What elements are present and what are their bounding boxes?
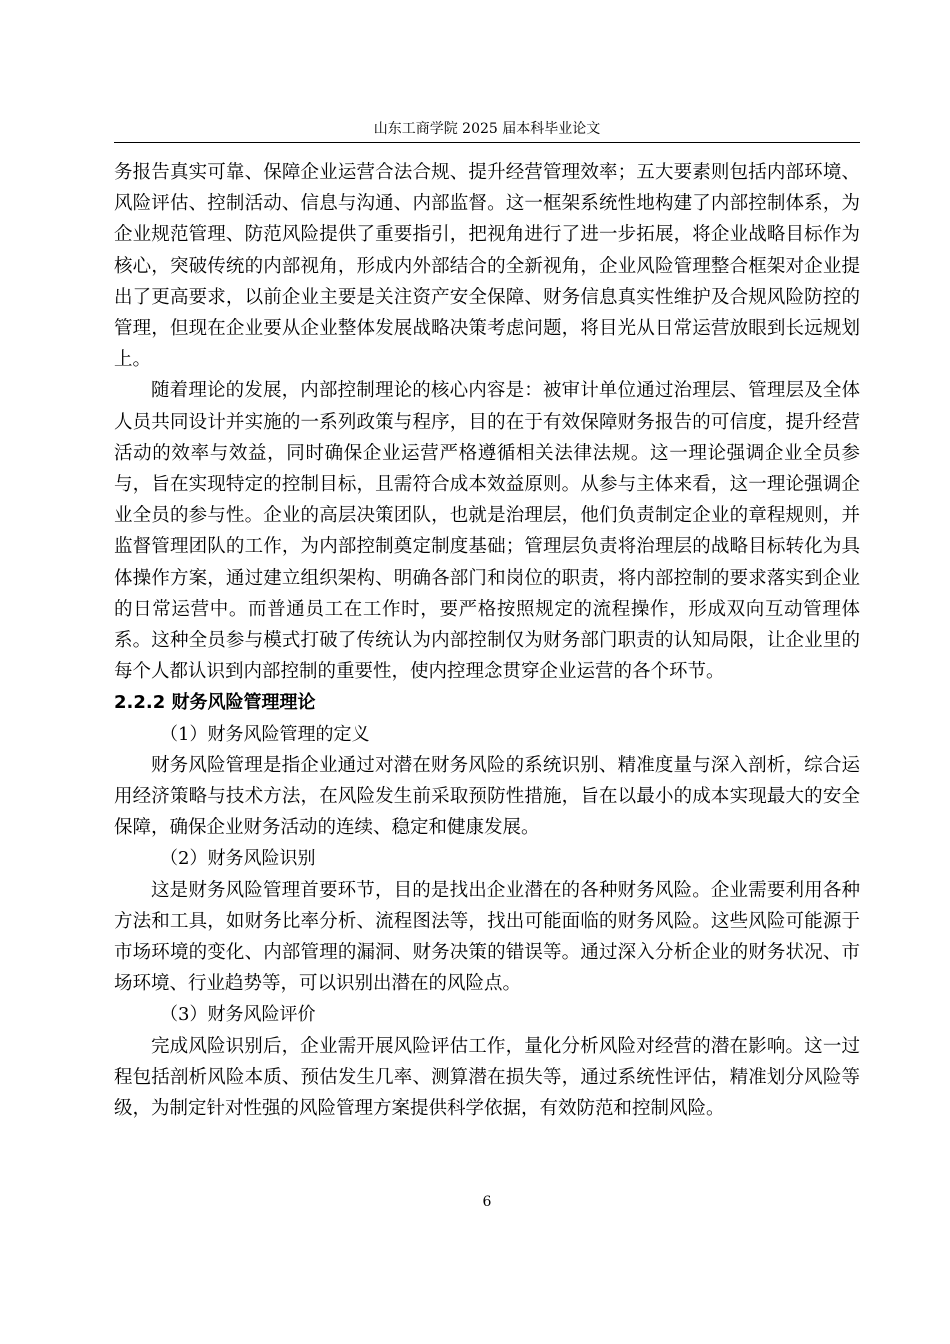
page-header-title: 山东工商学院 2025 届本科毕业论文	[373, 121, 601, 137]
paragraph-internal-control-framework: 务报告真实可靠、保障企业运营合法合规、提升经营管理效率；五大要素则包括内部环境、风险评估、控制活动、信息与沟通、内部监督。这一框架系统性地构建了内部控制体系，为企业规范管理、防范风险提供了重要指引，把视角进行了进一步拓展，将企业战略目标作为核心，突破传统的内部视角，形成内外部结合的全新视角，企业风险管理整合框架对企业提出了更高要求，以前企业主要是关注资产安全保障、财务信息真实性维护及合规风险防控的管理，但现在企业要从企业整体发展战略决策考虑问题，将目光从日常运营放眼到长远规划上。	[114, 162, 860, 371]
subheading-risk-evaluation: （3）财务风险评价	[160, 1004, 316, 1026]
paragraph-definition: 财务风险管理是指企业通过对潜在财务风险的系统识别、精准度量与深入剖析，综合运用经济策略与技术方法，在风险发生前采取预防性措施，旨在以最小的成本实现最大的安全保障，确保企业财务活动的连续、稳定和健康发展。	[114, 754, 860, 839]
header-divider	[114, 142, 860, 143]
subheading-risk-identification: （2）财务风险识别	[160, 848, 316, 870]
section-heading-financial-risk-management: 2.2.2 财务风险管理理论	[114, 692, 316, 714]
page-number: 6	[482, 1194, 492, 1210]
paragraph-internal-control-theory: 随着理论的发展，内部控制理论的核心内容是：被审计单位通过治理层、管理层及全体人员共同设计并实施的一系列政策与程序，目的在于有效保障财务报告的可信度，提升经营活动的效率与效益，同时确保企业运营严格遵循相关法律法规。这一理论强调企业全员参与，旨在实现特定的控制目标，且需符合成本效益原则。从参与主体来看，这一理论强调企业全员的参与性。企业的高层决策团队，也就是治理层，他们负责制定企业的章程规则，并监督管理团队的工作，为内部控制奠定制度基础；管理层负责将治理层的战略目标转化为具体操作方案，通过建立组织架构、明确各部门和岗位的职责，将内部控制的要求落实到企业的日常运营中。而普通员工在工作时，要严格按照规定的流程操作，形成双向互动管理体系。这种全员参与模式打破了传统认为内部控制仅为财务部门职责的认知局限，让企业里的每个人都认识到内部控制的重要性，使内控理念贯穿企业运营的各个环节。	[114, 380, 860, 683]
document-body	[114, 157, 860, 1124]
paragraph-risk-identification: 这是财务风险管理首要环节，目的是找出企业潜在的各种财务风险。企业需要利用各种方法和工具，如财务比率分析、流程图法等，找出可能面临的财务风险。这些风险可能源于市场环境的变化、内部管理的漏洞、财务决策的错误等。通过深入分析企业的财务状况、市场环境、行业趋势等，可以识别出潜在的风险点。	[114, 879, 860, 995]
paragraph-risk-evaluation: 完成风险识别后，企业需开展风险评估工作，量化分析风险对经营的潜在影响。这一过程包括剖析风险本质、预估发生几率、测算潜在损失等，通过系统性评估，精准划分风险等级，为制定针对性强的风险管理方案提供科学依据，有效防范和控制风险。	[114, 1035, 860, 1120]
subheading-definition: （1）财务风险管理的定义	[160, 723, 370, 745]
